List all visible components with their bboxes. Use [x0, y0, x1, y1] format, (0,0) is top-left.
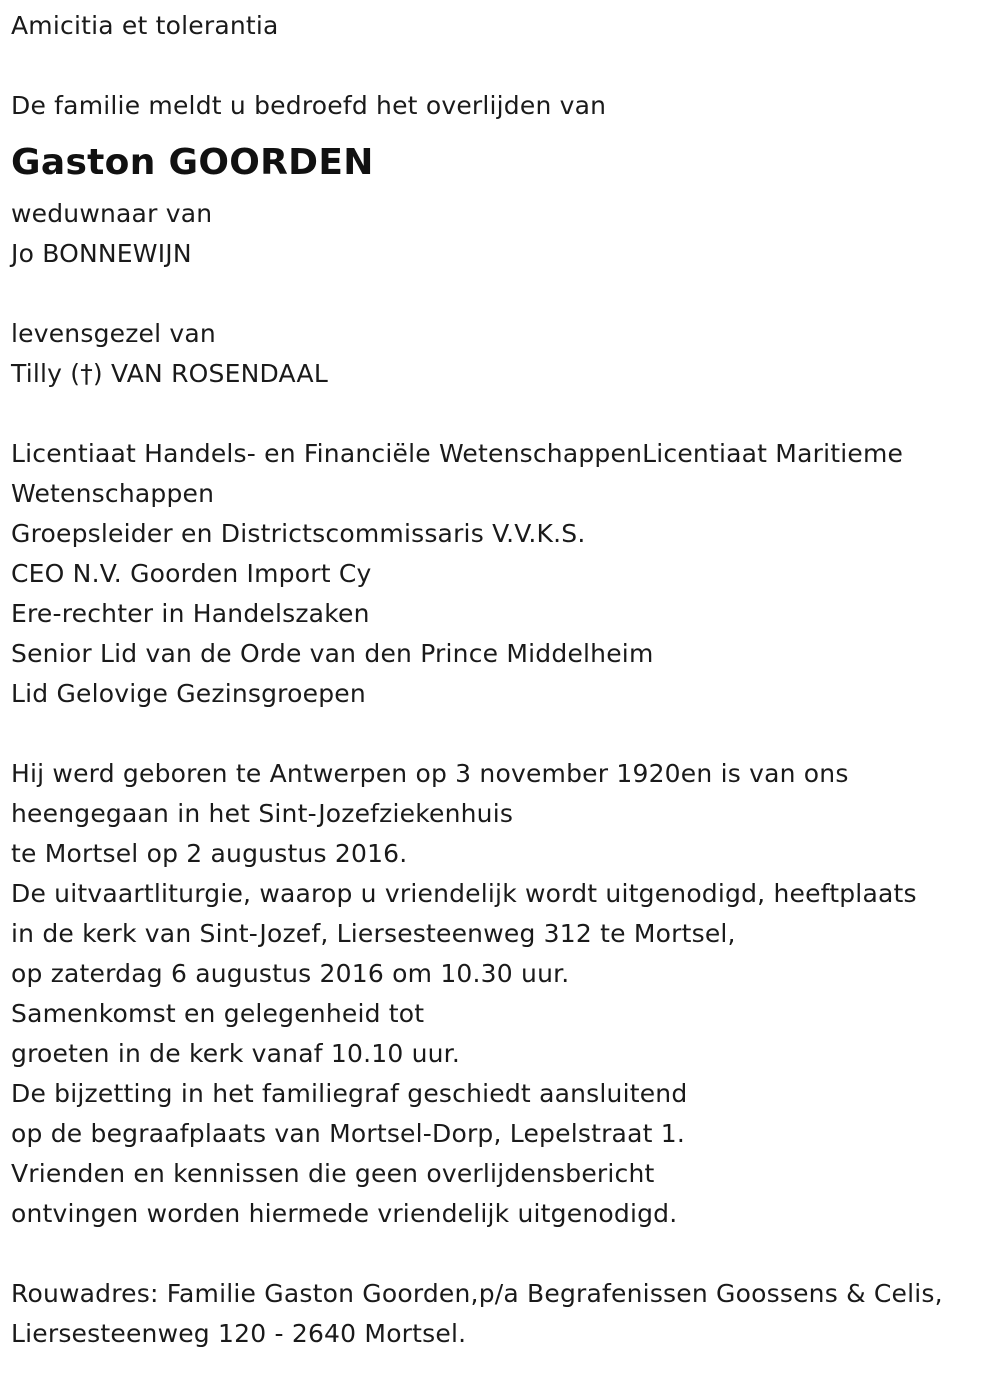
detail-line: in de kerk van Sint-Jozef, Liersesteenweg 312 te Mortsel, — [11, 919, 736, 948]
intro-text: De familie meldt u bedroefd het overlijden van — [11, 91, 607, 120]
deceased-name: Gaston GOORDEN — [11, 142, 374, 183]
widower-of-label: weduwnaar van — [11, 199, 213, 228]
spacer — [11, 274, 986, 314]
detail-line: Samenkomst en gelegenheid tot — [11, 999, 425, 1028]
detail-line: Vrienden en kennissen die geen overlijdensbericht — [11, 1159, 655, 1188]
detail-line: De bijzetting in het familiegraf geschiedt aansluitend — [11, 1079, 688, 1108]
partner-name: Tilly (†) VAN ROSENDAAL — [11, 359, 328, 388]
detail-line: op de begraafplaats van Mortsel-Dorp, Lepelstraat 1. — [11, 1119, 685, 1148]
mourning-address — [11, 1274, 986, 1354]
address-line: Liersesteenweg 120 - 2640 Mortsel. — [11, 1319, 467, 1348]
address-line: Rouwadres: Familie Gaston Goorden,p/a Begrafenissen Goossens & Celis, — [11, 1279, 943, 1308]
titles-list — [11, 434, 986, 714]
detail-line: De uitvaartliturgie, waarop u vriendelijk wordt uitgenodigd, heeftplaats — [11, 879, 917, 908]
title-line: Groepsleider en Districtscommissaris V.V.K.S. — [11, 519, 586, 548]
widower-of-name: Jo BONNEWIJN — [11, 239, 192, 268]
spacer — [11, 714, 986, 754]
title-line: Ere-rechter in Handelszaken — [11, 599, 370, 628]
partner-label: levensgezel van — [11, 319, 216, 348]
title-line: Licentiaat Handels- en Financiële WetenschappenLicentiaat Maritieme — [11, 439, 904, 468]
motto: Amicitia et tolerantia — [11, 11, 279, 40]
detail-line: te Mortsel op 2 augustus 2016. — [11, 839, 408, 868]
title-line: Lid Gelovige Gezinsgroepen — [11, 679, 366, 708]
details-paragraph — [11, 754, 986, 1234]
title-line: Wetenschappen — [11, 479, 215, 508]
title-line: CEO N.V. Goorden Import Cy — [11, 559, 372, 588]
spacer — [11, 46, 986, 86]
title-line: Senior Lid van de Orde van den Prince Middelheim — [11, 639, 654, 668]
spacer — [11, 394, 986, 434]
obituary-notice — [11, 6, 986, 1354]
detail-line: groeten in de kerk vanaf 10.10 uur. — [11, 1039, 461, 1068]
detail-line: heengegaan in het Sint-Jozefziekenhuis — [11, 799, 514, 828]
detail-line: op zaterdag 6 augustus 2016 om 10.30 uur. — [11, 959, 570, 988]
detail-line: ontvingen worden hiermede vriendelijk uitgenodigd. — [11, 1199, 678, 1228]
detail-line: Hij werd geboren te Antwerpen op 3 november 1920en is van ons — [11, 759, 849, 788]
spacer — [11, 1234, 986, 1274]
